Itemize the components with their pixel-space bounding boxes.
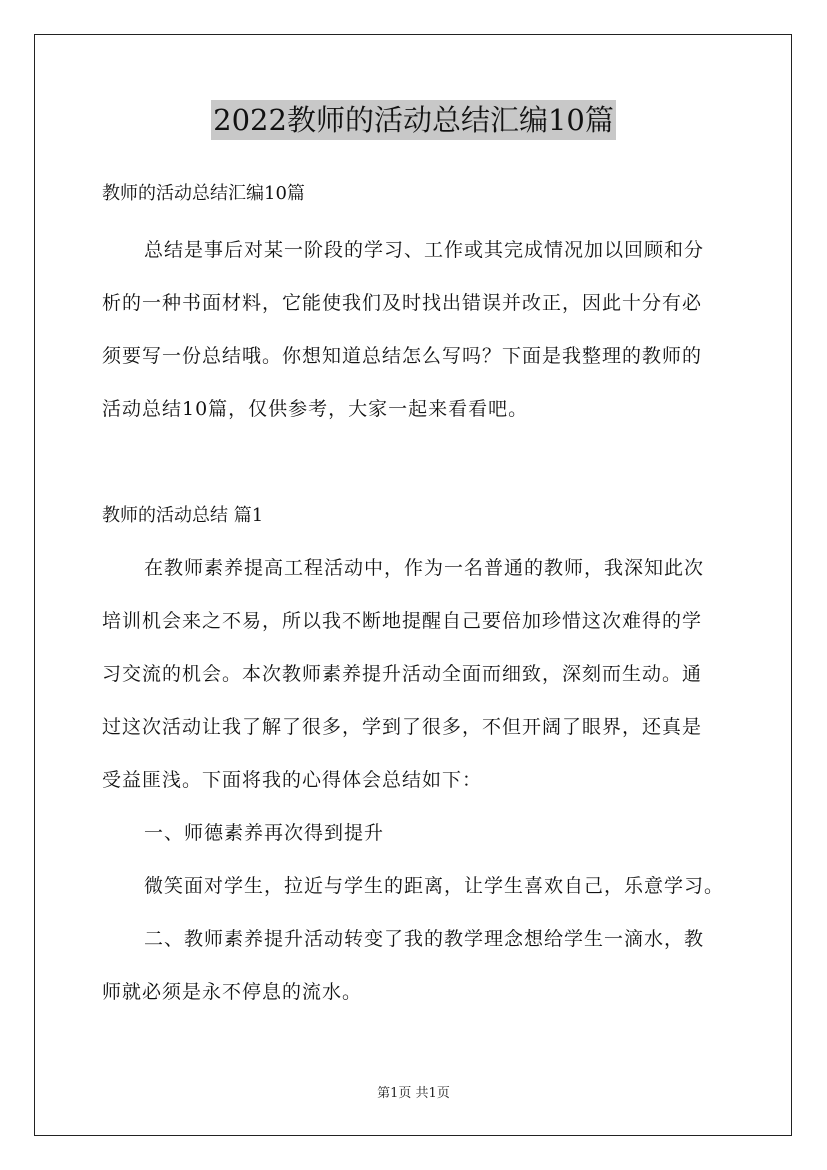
page-footer: 第1页 共1页 (377, 1086, 450, 1101)
intro-line: 活动总结10篇，仅供参考，大家一起来看看吧。 (102, 398, 529, 420)
point-text: 微笑面对学生，拉近与学生的距离，让学生喜欢自己，乐意学习。 (144, 875, 725, 897)
paragraph-line: 师就必须是永不停息的流水。 (102, 981, 363, 1003)
intro-line: 总结是事后对某一阶段的学习、工作或其完成情况加以回顾和分 (144, 239, 705, 261)
paragraph-line: 二、教师素养提升活动转变了我的教学理念想给学生一滴水，教 (144, 928, 705, 950)
document-title: 2022教师的活动总结汇编10篇 (211, 100, 616, 140)
section-paragraph (102, 542, 730, 807)
point-paragraph (102, 913, 730, 1019)
point-heading: 一、师德素养再次得到提升 (144, 822, 385, 844)
title-container (0, 100, 827, 140)
paragraph-line: 习交流的机会。本次教师素养提升活动全面而细致，深刻而生动。通 (102, 663, 703, 685)
document-body (102, 170, 730, 1019)
paragraph-line: 受益匪浅。下面将我的心得体会总结如下： (102, 769, 483, 791)
paragraph-line: 过这次活动让我了解了很多，学到了很多，不但开阔了眼界，还真是 (102, 716, 703, 738)
intro-paragraph (102, 224, 730, 436)
paragraph-line: 培训机会来之不易，所以我不断地提醒自己要倍加珍惜这次难得的学 (102, 610, 703, 632)
section-heading: 教师的活动总结 篇1 (102, 505, 264, 526)
document-subtitle: 教师的活动总结汇编10篇 (102, 183, 305, 204)
paragraph-line: 在教师素养提高工程活动中，作为一名普通的教师，我深知此次 (144, 557, 705, 579)
paragraph-spacer (102, 436, 730, 489)
intro-line: 析的一种书面材料，它能使我们及时找出错误并改正，因此十分有必 (102, 292, 703, 314)
intro-line: 须要写一份总结哦。你想知道总结怎么写吗？下面是我整理的教师的 (102, 345, 703, 367)
